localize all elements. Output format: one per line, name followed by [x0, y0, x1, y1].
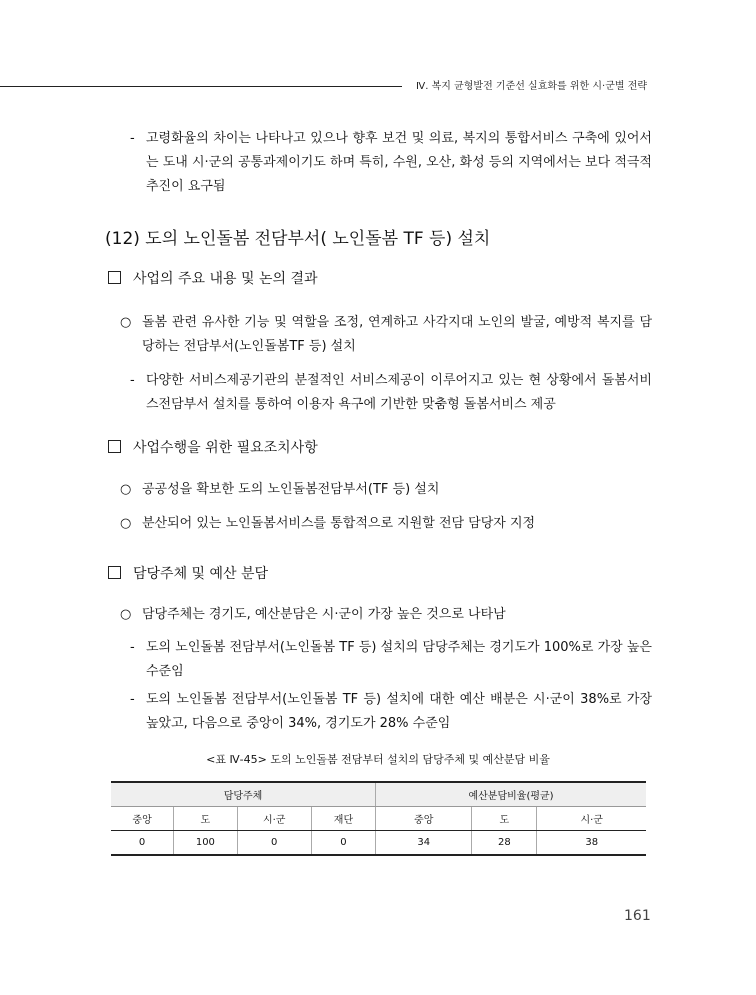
table-cell: 28: [472, 831, 537, 856]
intro-text: 고령화율의 차이는 나타나고 있으나 향후 보건 및 의료, 복지의 통합서비스 구축에 있어서는 도내 시·군의 공통과제이기도 하며 특히, 수원, 오산, 화성 등의 지역에서는 보다 적극적 추진이 요구됨: [146, 131, 652, 194]
table-cell: 0: [311, 831, 375, 856]
dash-bullet: -: [130, 131, 135, 146]
block3-circle-item: [120, 603, 652, 627]
block3-heading: [108, 563, 268, 583]
section-title: (12) 도의 노인돌봄 전담부서( 노인돌봄 TF 등) 설치: [105, 229, 491, 249]
block3-circle-text: 담당주체는 경기도, 예산분담은 시·군이 가장 높은 것으로 나타남: [142, 607, 506, 622]
circle-bullet: ○: [120, 315, 132, 330]
block2-circle1-text: 공공성을 확보한 도의 노인돌봄전담부서(TF 등) 설치: [142, 482, 440, 497]
column-header: 도: [174, 807, 237, 831]
block1-circle-item: [120, 311, 652, 359]
block2-circle-item-1: [120, 478, 652, 502]
block3-dash2-text: 도의 노인돌봄 전담부서(노인돌봄 TF 등) 설치에 대한 예산 배분은 시·군이 38%로 가장 높았고, 다음으로 중앙이 34%, 경기도가 28% 수준임: [146, 692, 652, 731]
dash-bullet: -: [130, 640, 135, 655]
table-cell: 0: [111, 831, 174, 856]
block1-dash-text: 다양한 서비스제공기관의 분절적인 서비스제공이 이루어지고 있는 현 상황에서 돌봄서비스전담부서 설치를 통하여 이용자 욕구에 기반한 맞춤형 돌봄서비스 제공: [146, 373, 652, 412]
block1-heading-text: 사업의 주요 내용 및 논의 결과: [133, 271, 318, 287]
circle-bullet: ○: [120, 607, 132, 622]
square-bullet-icon: [108, 566, 121, 579]
square-bullet-icon: [108, 271, 121, 284]
column-header: 중앙: [376, 807, 472, 831]
group-header-budget: 예산분담비율(평균): [376, 782, 646, 807]
block3-heading-text: 담당주체 및 예산 분담: [133, 566, 269, 582]
block1-dash-item: [130, 369, 652, 417]
column-header: 재단: [311, 807, 375, 831]
block2-heading: [108, 437, 318, 457]
square-bullet-icon: [108, 440, 121, 453]
circle-bullet: ○: [120, 482, 132, 497]
dash-bullet: -: [130, 692, 135, 707]
table-cell: 100: [174, 831, 237, 856]
group-header-responsible: 담당주체: [111, 782, 376, 807]
page-number: 161: [624, 908, 651, 924]
header-rule: [0, 86, 402, 87]
table-cell: 0: [237, 831, 311, 856]
table-cell: 38: [537, 831, 646, 856]
block3-dash1-text: 도의 노인돌봄 전담부서(노인돌봄 TF 등) 설치의 담당주체는 경기도가 100%로 가장 높은 수준임: [146, 640, 652, 679]
circle-bullet: ○: [120, 516, 132, 531]
table-caption: <표 Ⅳ-45> 도의 노인돌봄 전담부터 설치의 담당주체 및 예산분담 비율: [206, 753, 550, 766]
block3-dash-item-2: [130, 688, 652, 736]
column-header: 시·군: [537, 807, 646, 831]
block2-circle-item-2: [120, 512, 652, 536]
block2-circle2-text: 분산되어 있는 노인돌봄서비스를 통합적으로 지원할 전담 담당자 지정: [142, 516, 536, 531]
budget-table: [111, 781, 646, 856]
dash-bullet: -: [130, 373, 135, 388]
block1-heading: [108, 268, 318, 288]
block2-heading-text: 사업수행을 위한 필요조치사항: [133, 440, 318, 456]
column-header: 중앙: [111, 807, 174, 831]
table-column-header-row: [111, 807, 646, 831]
column-header: 도: [472, 807, 537, 831]
table-cell: 34: [376, 831, 472, 856]
running-header: Ⅳ. 복지 균형발전 기준선 실효화를 위한 시·군별 전략: [416, 81, 648, 92]
block3-dash-item-1: [130, 636, 652, 684]
block1-circle-text: 돌봄 관련 유사한 기능 및 역할을 조정, 연계하고 사각지대 노인의 발굴, 예방적 복지를 담당하는 전담부서(노인돌봄TF 등) 설치: [142, 315, 652, 354]
intro-paragraph: [130, 127, 652, 199]
table-row: [111, 831, 646, 856]
column-header: 시·군: [237, 807, 311, 831]
table-group-header-row: [111, 782, 646, 807]
